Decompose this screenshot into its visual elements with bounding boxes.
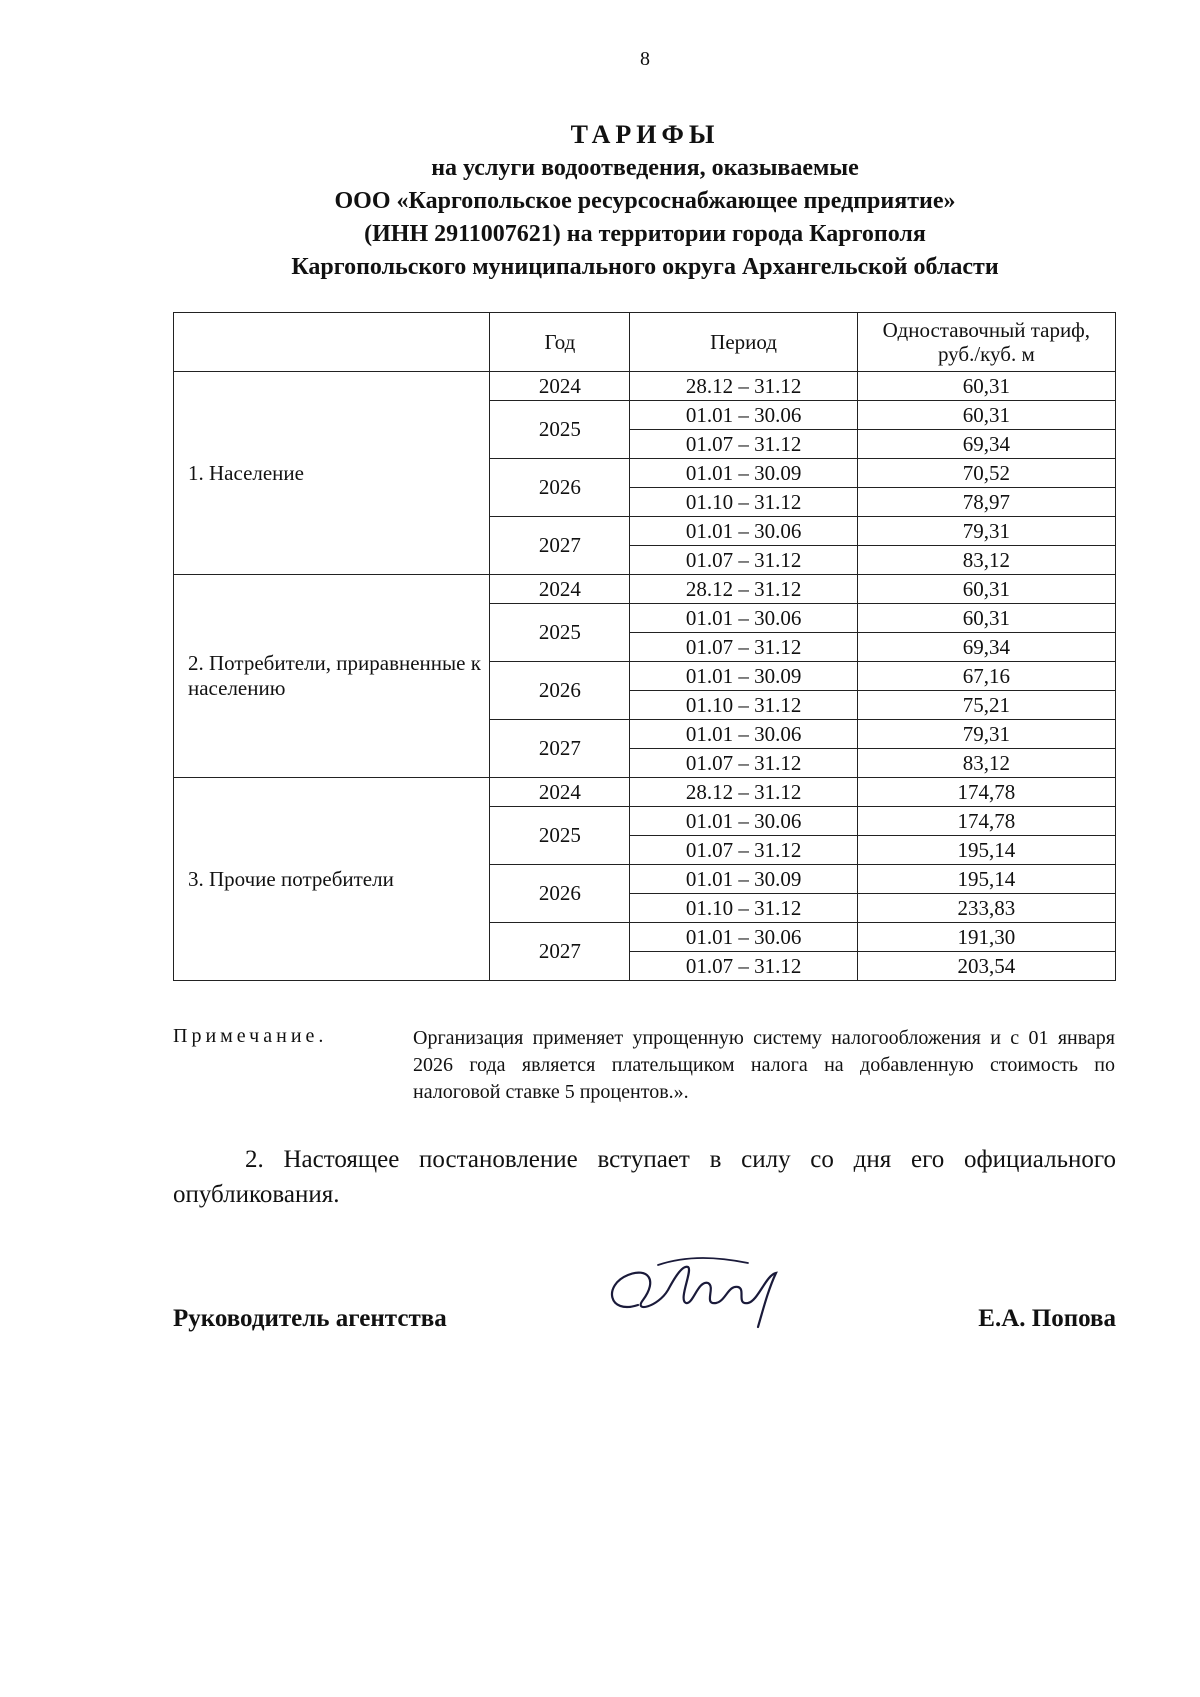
- tariff-cell: 79,31: [857, 517, 1115, 546]
- table-row: [174, 575, 1116, 604]
- page-number: 8: [640, 48, 650, 70]
- period-cell: 01.01 – 30.06: [630, 604, 857, 633]
- category-cell: 3. Прочие потребители: [174, 778, 490, 981]
- period-cell: 01.07 – 31.12: [630, 633, 857, 662]
- year-cell: 2027: [490, 720, 630, 778]
- category-cell: 2. Потребители, приравненные к населению: [174, 575, 490, 778]
- period-cell: 01.10 – 31.12: [630, 894, 857, 923]
- tariff-cell: 191,30: [857, 923, 1115, 952]
- year-cell: 2027: [490, 923, 630, 981]
- header-category: [174, 313, 490, 372]
- period-cell: 01.07 – 31.12: [630, 749, 857, 778]
- handwritten-signature: [598, 1245, 808, 1335]
- tariff-cell: 233,83: [857, 894, 1115, 923]
- period-cell: 01.01 – 30.06: [630, 517, 857, 546]
- period-cell: 01.07 – 31.12: [630, 952, 857, 981]
- tariffs-table-body: [174, 372, 1116, 981]
- period-cell: 01.01 – 30.09: [630, 865, 857, 894]
- tariff-cell: 75,21: [857, 691, 1115, 720]
- tariff-cell: 78,97: [857, 488, 1115, 517]
- tariff-cell: 203,54: [857, 952, 1115, 981]
- tariff-cell: 60,31: [857, 604, 1115, 633]
- period-cell: 28.12 – 31.12: [630, 372, 857, 401]
- signatory-title: Руководитель агентства: [173, 1305, 447, 1332]
- tariff-cell: 195,14: [857, 865, 1115, 894]
- title-line-3: (ИНН 2911007621) на территории города Каргополя: [364, 221, 926, 247]
- tariff-cell: 174,78: [857, 807, 1115, 836]
- table-row: [174, 372, 1116, 401]
- year-cell: 2025: [490, 604, 630, 662]
- period-cell: 01.01 – 30.06: [630, 923, 857, 952]
- year-cell: 2026: [490, 662, 630, 720]
- tariff-cell: 69,34: [857, 430, 1115, 459]
- clause-2-paragraph: 2. Настоящее постановление вступает в силу со дня его официального опубликования.: [173, 1146, 1116, 1208]
- tariff-cell: 60,31: [857, 401, 1115, 430]
- category-cell: 1. Население: [174, 372, 490, 575]
- period-cell: 01.01 – 30.06: [630, 720, 857, 749]
- tariff-cell: 195,14: [857, 836, 1115, 865]
- tariff-cell: 60,31: [857, 575, 1115, 604]
- period-cell: 01.07 – 31.12: [630, 836, 857, 865]
- period-cell: 01.01 – 30.09: [630, 662, 857, 691]
- period-cell: 01.07 – 31.12: [630, 430, 857, 459]
- title-line-4: Каргопольского муниципального округа Архангельской области: [291, 254, 999, 280]
- year-cell: 2024: [490, 778, 630, 807]
- title-line-1: на услуги водоотведения, оказываемые: [431, 155, 859, 181]
- signatory-name: Е.А. Попова: [978, 1305, 1116, 1332]
- year-cell: 2026: [490, 865, 630, 923]
- period-cell: 28.12 – 31.12: [630, 575, 857, 604]
- year-cell: 2024: [490, 575, 630, 604]
- tariff-cell: 69,34: [857, 633, 1115, 662]
- note-text: Организация применяет упрощенную систему налогообложения и с 01 января 2026 года является плательщиком налога на добавленную стоимость по налоговой ставке 5 процентов.».: [413, 1027, 1115, 1103]
- header-year: Год: [490, 313, 630, 372]
- tariff-cell: 83,12: [857, 749, 1115, 778]
- period-cell: 01.07 – 31.12: [630, 546, 857, 575]
- table-row: [174, 778, 1116, 807]
- period-cell: 01.10 – 31.12: [630, 691, 857, 720]
- year-cell: 2025: [490, 807, 630, 865]
- period-cell: 01.01 – 30.09: [630, 459, 857, 488]
- tariffs-table: [173, 312, 1116, 981]
- title-main: ТАРИФЫ: [570, 120, 720, 149]
- tariff-cell: 67,16: [857, 662, 1115, 691]
- table-header-row: [174, 313, 1116, 372]
- period-cell: 01.10 – 31.12: [630, 488, 857, 517]
- year-cell: 2025: [490, 401, 630, 459]
- period-cell: 28.12 – 31.12: [630, 778, 857, 807]
- document-title: [0, 118, 1200, 284]
- tariff-cell: 83,12: [857, 546, 1115, 575]
- title-line-2: ООО «Каргопольское ресурсоснабжающее предприятие»: [334, 188, 956, 214]
- tariff-cell: 174,78: [857, 778, 1115, 807]
- period-cell: 01.01 – 30.06: [630, 807, 857, 836]
- header-period: Период: [630, 313, 857, 372]
- tariff-cell: 70,52: [857, 459, 1115, 488]
- year-cell: 2024: [490, 372, 630, 401]
- header-tariff: Одноставочный тариф, руб./куб. м: [857, 313, 1115, 372]
- period-cell: 01.01 – 30.06: [630, 401, 857, 430]
- year-cell: 2026: [490, 459, 630, 517]
- note-label: Примечание.: [173, 1025, 328, 1047]
- tariff-cell: 79,31: [857, 720, 1115, 749]
- year-cell: 2027: [490, 517, 630, 575]
- tariff-cell: 60,31: [857, 372, 1115, 401]
